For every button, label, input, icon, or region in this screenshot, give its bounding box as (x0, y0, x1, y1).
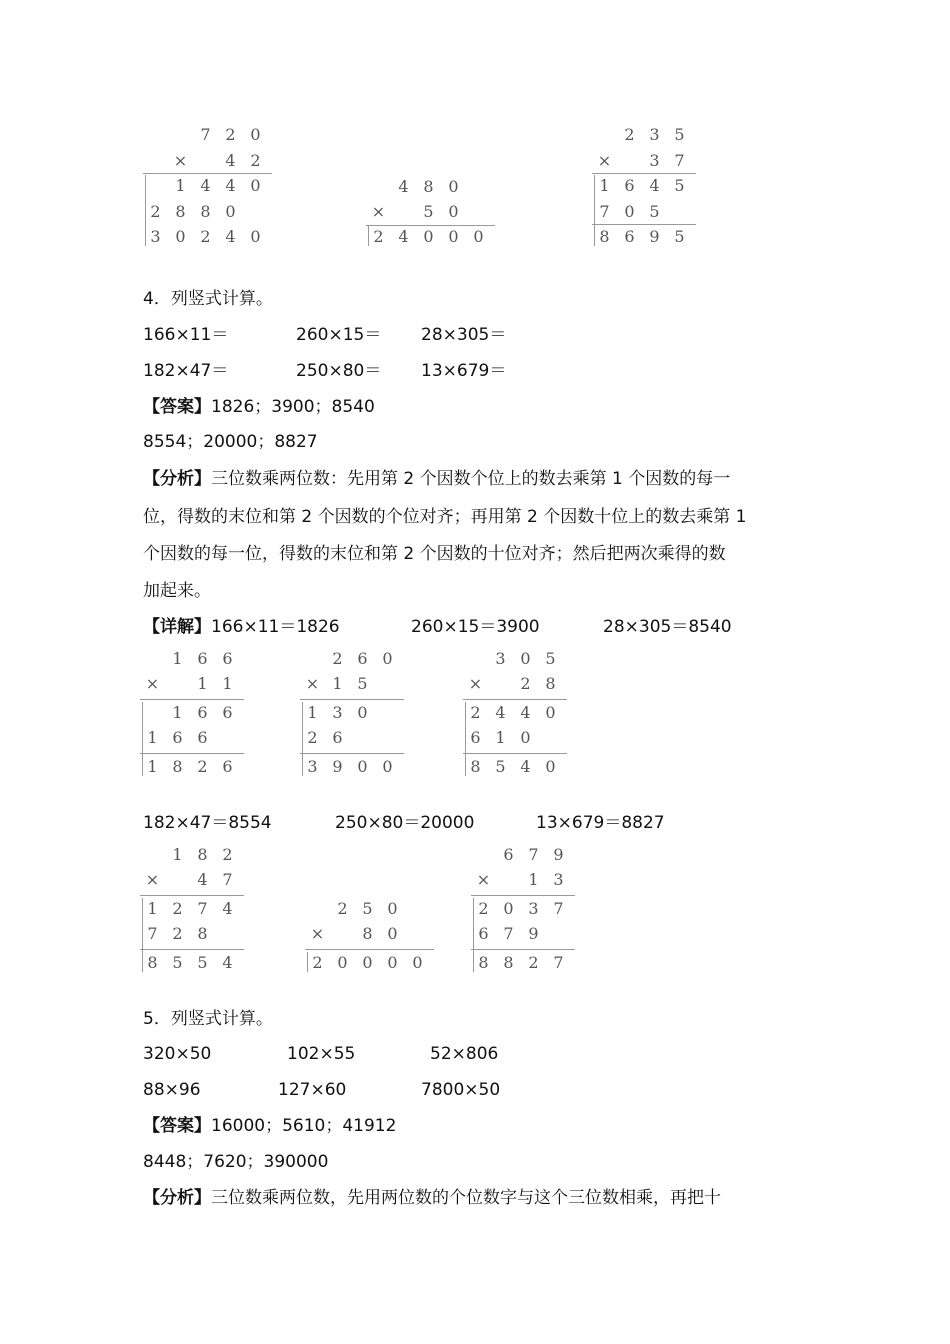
calc-digit: 1 (332, 674, 343, 693)
calc-digit: 1 (147, 728, 158, 747)
calc-digit: 0 (387, 953, 398, 972)
calc-row (143, 126, 268, 144)
detail-label: 【详解】 (143, 617, 211, 637)
calc-bracket (307, 952, 308, 972)
calc-digit: 9 (528, 924, 539, 943)
calc-digit: 6 (357, 649, 368, 668)
q4-problem: 13×679＝ (421, 361, 507, 381)
calc-row (471, 846, 571, 864)
calc-digit: 6 (222, 703, 233, 722)
calc-digit: 0 (387, 899, 398, 918)
calc-digit: 1 (172, 845, 183, 864)
calc-row (140, 846, 240, 864)
calc-digit: 5 (172, 953, 183, 972)
calc-digit: 1 (222, 674, 233, 693)
answer-label: 【答案】 (143, 1116, 211, 1136)
calc-digit: 1 (599, 176, 610, 195)
calc-digit: 3 (307, 757, 318, 776)
calc-digit (215, 729, 240, 747)
detail-eq: 166×11＝1826 (211, 617, 340, 637)
calc-digit: 5 (674, 227, 685, 246)
calc-row (366, 178, 466, 196)
calc-digit: × (173, 150, 188, 170)
calc-digit: 0 (448, 177, 459, 196)
calc-digit: 0 (175, 227, 186, 246)
calc-digit (143, 126, 168, 144)
calc-row (140, 675, 240, 693)
calc-row (592, 126, 692, 144)
calc-digit (143, 177, 168, 195)
calc-digit: 2 (478, 899, 489, 918)
calc-row (140, 758, 240, 776)
calc-row (471, 925, 571, 943)
q4-problem: 182×47＝ (143, 361, 229, 381)
calc-rule (140, 699, 244, 700)
calc-row (140, 925, 240, 943)
calc-row (143, 152, 268, 170)
calc-digit: 1 (147, 757, 158, 776)
calc-digit: 0 (520, 728, 531, 747)
calc-row (300, 704, 400, 722)
detail-eq: 182×47＝8554 (143, 813, 272, 833)
q5-problem: 52×806 (430, 1044, 499, 1064)
calc-digit: 0 (545, 757, 556, 776)
calc-digit: 0 (545, 703, 556, 722)
calc-digit: 4 (222, 899, 233, 918)
q4-analysis-line: 位，得数的末位和第 2 个因数的个位对齐；再用第 2 个因数十位上的数去乘第 1 (143, 507, 747, 527)
calc-digit: 6 (624, 176, 635, 195)
calc-digit: 2 (150, 201, 161, 221)
calc-digit: 2 (197, 757, 208, 776)
calc-digit: 8 (545, 674, 556, 693)
calc-digit: 6 (222, 757, 233, 776)
calc-digit: 4 (649, 176, 660, 195)
calc-digit: 6 (470, 728, 481, 747)
calc-digit: 2 (172, 924, 183, 943)
analysis-label: 【分析】 (143, 469, 211, 489)
calc-digit: 5 (423, 202, 434, 221)
calc-digit: 0 (357, 703, 368, 722)
calc-row (300, 729, 400, 747)
calc-digit: 9 (332, 757, 343, 776)
calc-digit: 2 (250, 150, 261, 170)
calc-digit (350, 729, 375, 747)
calc-digit: 8 (197, 845, 208, 864)
calc-digit: × (371, 202, 386, 221)
calc-bracket (142, 898, 143, 972)
calc-digit: 4 (225, 150, 236, 170)
q5-problem: 7800×50 (421, 1080, 501, 1100)
calc-digit: 0 (337, 953, 348, 972)
calc-digit: 6 (172, 728, 183, 747)
calc-rule (140, 895, 244, 896)
calc-row (140, 729, 240, 747)
calc-digit: 0 (412, 953, 423, 972)
calc-row (140, 704, 240, 722)
calc-digit: 0 (473, 227, 484, 246)
q4-problem: 260×15＝ (296, 325, 382, 345)
calc-row (471, 900, 571, 918)
calc-digit (168, 126, 193, 144)
calc-digit: 2 (624, 125, 635, 144)
calc-digit: 0 (362, 953, 373, 972)
calc-digit: 0 (423, 227, 434, 246)
calc-digit: 3 (150, 227, 161, 246)
calc-digit: 2 (222, 845, 233, 864)
q5-title: 5．列竖式计算。 (143, 1009, 273, 1029)
calc-digit: 7 (553, 953, 564, 972)
calc-digit: 5 (674, 125, 685, 144)
calc-digit (165, 675, 190, 693)
calc-row (305, 925, 430, 943)
calc-rule (592, 224, 696, 225)
calc-digit: 4 (398, 227, 409, 246)
calc-digit: 1 (172, 649, 183, 668)
calc-row (300, 675, 400, 693)
calc-digit: 6 (222, 649, 233, 668)
calc-row (366, 228, 491, 246)
calc-row (305, 900, 430, 918)
q5-analysis (143, 1188, 721, 1208)
q5-problem: 127×60 (278, 1080, 347, 1100)
q5-answer (143, 1116, 396, 1136)
calc-digit (305, 900, 330, 918)
calc-digit: 1 (528, 870, 539, 889)
calc-digit: 8 (599, 227, 610, 246)
analysis-label: 【分析】 (143, 1188, 211, 1208)
calc-rule (471, 949, 575, 950)
calc-digit: 9 (649, 227, 660, 246)
calc-rule (463, 699, 567, 700)
calc-digit: 8 (197, 924, 208, 943)
q4-answer-continued: 8554；20000；8827 (143, 432, 318, 452)
calc-digit: 8 (200, 201, 211, 221)
calc-digit (592, 126, 617, 144)
calc-row (471, 954, 571, 972)
calc-row (592, 177, 692, 195)
calc-rule (305, 949, 434, 950)
calc-row (366, 203, 466, 221)
calc-digit: 7 (503, 924, 514, 943)
calc-digit: 1 (172, 703, 183, 722)
calc-digit: 6 (624, 227, 635, 246)
calc-row (140, 954, 240, 972)
calc-digit: 2 (332, 649, 343, 668)
q4-title: 4．列竖式计算。 (143, 289, 273, 309)
calc-digit: 2 (200, 227, 211, 246)
calc-digit: 5 (649, 201, 660, 221)
calc-digit: 2 (312, 953, 323, 972)
calc-rule (366, 225, 495, 226)
calc-rule (471, 895, 575, 896)
calc-bracket (142, 702, 143, 776)
calc-digit (375, 704, 400, 722)
calc-digit: 0 (382, 649, 393, 668)
calc-digit: 3 (649, 125, 660, 144)
calc-bracket (302, 702, 303, 776)
calc-digit: 4 (520, 757, 531, 776)
calc-digit: 5 (362, 899, 373, 918)
calc-digit: 2 (172, 899, 183, 918)
calc-digit: × (145, 674, 160, 693)
calc-digit: 6 (197, 649, 208, 668)
calc-digit: × (145, 870, 160, 889)
calc-digit: 0 (387, 924, 398, 943)
calc-row (592, 228, 692, 246)
calc-bracket (594, 175, 595, 246)
calc-digit: 8 (147, 953, 158, 972)
calc-row (305, 954, 430, 972)
calc-digit (193, 152, 218, 170)
calc-digit: 6 (478, 924, 489, 943)
calc-digit: 9 (553, 845, 564, 864)
calc-digit: 4 (200, 176, 211, 195)
detail-eq: 260×15＝3900 (411, 617, 540, 637)
calc-row (140, 871, 240, 889)
calc-digit (391, 203, 416, 221)
calc-digit: 0 (448, 202, 459, 221)
calc-digit (617, 152, 642, 170)
calc-digit (300, 650, 325, 668)
calc-digit (140, 846, 165, 864)
calc-digit (375, 675, 400, 693)
calc-digit: 7 (674, 150, 685, 170)
calc-digit (140, 650, 165, 668)
calc-digit (165, 871, 190, 889)
calc-digit: 4 (495, 703, 506, 722)
detail-eq: 28×305＝8540 (603, 617, 732, 637)
calc-digit (140, 704, 165, 722)
q4-problem: 28×305＝ (421, 325, 507, 345)
calc-digit: 5 (495, 757, 506, 776)
detail-eq: 250×80＝20000 (335, 813, 475, 833)
calc-digit: 0 (448, 227, 459, 246)
calc-digit (143, 152, 168, 170)
calc-digit: 8 (175, 201, 186, 221)
analysis-text: 三位数乘两位数，先用两位数的个位数字与这个三位数相乘，再把十 (211, 1188, 721, 1208)
q4-detail (143, 617, 340, 637)
calc-row (463, 758, 563, 776)
calc-digit: 3 (528, 899, 539, 918)
calc-digit (496, 871, 521, 889)
q4-analysis (143, 469, 730, 489)
calc-digit: 6 (197, 703, 208, 722)
calc-row (140, 900, 240, 918)
calc-row (463, 675, 563, 693)
calc-digit (488, 675, 513, 693)
calc-row (463, 729, 563, 747)
calc-row (592, 152, 692, 170)
calc-digit: 6 (503, 845, 514, 864)
calc-digit: 0 (357, 757, 368, 776)
calc-digit: 0 (503, 899, 514, 918)
calc-digit: 2 (528, 953, 539, 972)
calc-digit: 6 (332, 728, 343, 747)
calc-digit: 1 (197, 674, 208, 693)
calc-row (471, 871, 571, 889)
calc-digit: 5 (545, 649, 556, 668)
calc-rule (592, 173, 696, 174)
calc-digit: 7 (528, 845, 539, 864)
calc-digit: 3 (495, 649, 506, 668)
calc-digit: 4 (197, 870, 208, 889)
calc-digit (366, 178, 391, 196)
calc-digit: 3 (553, 870, 564, 889)
calc-digit: 8 (423, 177, 434, 196)
calc-digit: 0 (520, 649, 531, 668)
calc-digit: 8 (172, 757, 183, 776)
calc-digit: 2 (337, 899, 348, 918)
calc-row (140, 650, 240, 668)
calc-digit: 7 (197, 899, 208, 918)
calc-digit: 4 (225, 227, 236, 246)
calc-digit: 4 (225, 176, 236, 195)
calc-digit (215, 925, 240, 943)
calc-row (300, 650, 400, 668)
calc-digit (667, 203, 692, 221)
calc-digit: 7 (147, 924, 158, 943)
calc-digit: 8 (503, 953, 514, 972)
calc-digit: 2 (373, 227, 384, 246)
calc-row (143, 228, 268, 246)
calc-digit: 7 (222, 870, 233, 889)
q5-problem: 88×96 (143, 1080, 201, 1100)
calc-digit: 0 (382, 757, 393, 776)
q4-problem: 166×11＝ (143, 325, 229, 345)
q4-problem: 250×80＝ (296, 361, 382, 381)
calc-bracket (145, 175, 146, 246)
calc-digit: 8 (362, 924, 373, 943)
calc-digit: × (597, 150, 612, 170)
calc-digit: 0 (225, 201, 236, 221)
calc-digit: 5 (197, 953, 208, 972)
calc-digit: 8 (470, 757, 481, 776)
calc-digit (546, 925, 571, 943)
calc-digit (538, 729, 563, 747)
calc-rule (300, 699, 404, 700)
q4-analysis-line: 个因数的每一位，得数的末位和第 2 个因数的十位对齐；然后把两次乘得的数 (143, 544, 726, 564)
calc-digit (330, 925, 355, 943)
detail-eq: 13×679＝8827 (536, 813, 665, 833)
calc-digit: 2 (470, 703, 481, 722)
calc-digit: 4 (222, 953, 233, 972)
calc-rule (463, 753, 567, 754)
calc-digit: 3 (332, 703, 343, 722)
calc-digit: × (476, 870, 491, 889)
calc-bracket (473, 898, 474, 972)
calc-rule (143, 173, 272, 174)
calc-digit: 7 (599, 201, 610, 221)
calc-bracket (465, 702, 466, 776)
calc-digit: 8 (478, 953, 489, 972)
calc-digit: 7 (553, 899, 564, 918)
calc-digit (463, 650, 488, 668)
calc-digit: 1 (307, 703, 318, 722)
calc-digit: × (305, 674, 320, 693)
calc-digit: 5 (357, 674, 368, 693)
calc-row (463, 704, 563, 722)
calc-digit (405, 900, 430, 918)
calc-digit (375, 729, 400, 747)
calc-row (463, 650, 563, 668)
q5-problem: 102×55 (287, 1044, 356, 1064)
q4-analysis-line: 加起来。 (143, 581, 211, 601)
calc-rule (300, 753, 404, 754)
calc-digit: 1 (175, 176, 186, 195)
calc-digit: 0 (624, 201, 635, 221)
calc-row (300, 758, 400, 776)
calc-digit (405, 925, 430, 943)
q4-answer (143, 397, 375, 417)
answer-label: 【答案】 (143, 397, 211, 417)
calc-digit: 0 (250, 125, 261, 144)
calc-bracket (368, 226, 369, 246)
calc-digit: 2 (520, 674, 531, 693)
answer-text: 1826；3900；8540 (211, 397, 375, 417)
analysis-text: 三位数乘两位数：先用第 2 个因数个位上的数去乘第 1 个因数的每一 (211, 469, 731, 489)
calc-digit: 2 (225, 125, 236, 144)
calc-digit: 4 (520, 703, 531, 722)
calc-digit (471, 846, 496, 864)
answer-text: 16000；5610；41912 (211, 1116, 397, 1136)
calc-digit: × (310, 924, 325, 943)
calc-digit: 1 (495, 728, 506, 747)
calc-digit (243, 203, 268, 221)
calc-digit: 3 (649, 150, 660, 170)
calc-digit: 6 (197, 728, 208, 747)
calc-digit: 2 (307, 728, 318, 747)
calc-digit: 0 (250, 176, 261, 195)
q5-problem: 320×50 (143, 1044, 212, 1064)
calc-row (592, 203, 692, 221)
calc-digit: 4 (398, 177, 409, 196)
calc-digit: 1 (147, 899, 158, 918)
calc-digit: 0 (250, 227, 261, 246)
calc-digit: × (468, 674, 483, 693)
calc-rule (140, 949, 244, 950)
calc-digit: 7 (200, 125, 211, 144)
calc-row (143, 203, 268, 221)
calc-row (143, 177, 268, 195)
calc-digit: 5 (674, 176, 685, 195)
q5-answer-continued: 8448；7620；390000 (143, 1152, 329, 1172)
calc-rule (140, 753, 244, 754)
